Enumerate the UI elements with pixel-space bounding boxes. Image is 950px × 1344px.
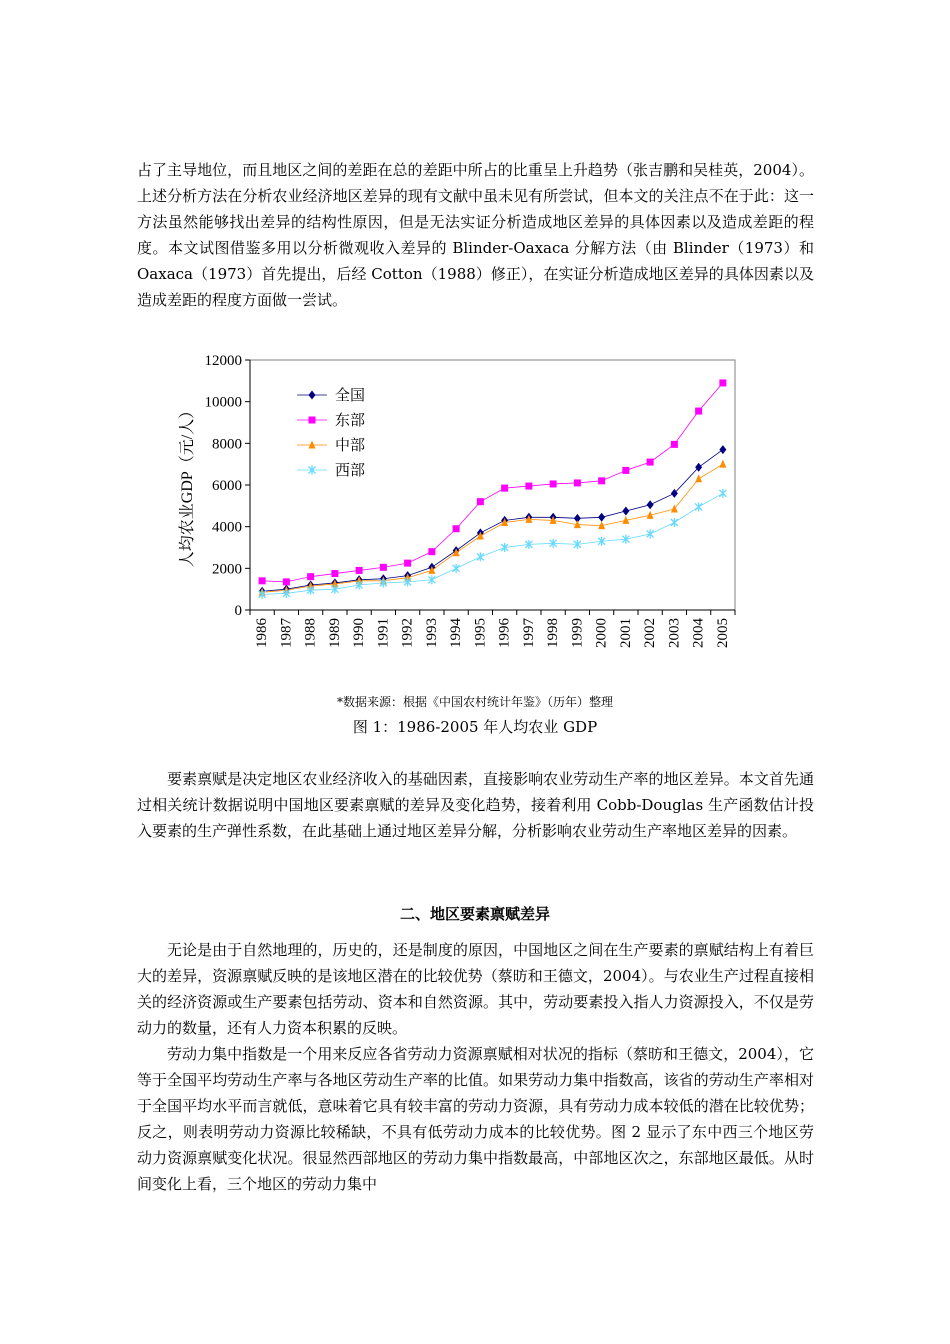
data-point [671,441,678,448]
legend-marker [309,391,316,400]
plot-area [250,360,735,610]
series-0 [259,445,727,596]
series-2 [259,460,727,596]
data-point [647,529,654,538]
legend-marker [309,417,316,424]
x-tick-label: 1998 [545,618,562,648]
legend-item [297,412,365,429]
data-point [719,445,726,454]
section-heading: 二、地区要素禀赋差异 [399,905,550,923]
x-tick-label: 2002 [642,618,659,648]
y-tick-label: 8000 [212,436,242,453]
x-tick-label: 1999 [569,618,586,648]
data-point [380,564,387,571]
legend-item [297,387,365,404]
x-tick-label: 1986 [254,618,271,648]
paragraph-labor-index: 劳动力集中指数是一个用来反应各省劳动力资源禀赋相对状况的指标（蔡昉和王德文，2004），它等于全国平均劳动生产率与各地区劳动生产率的比值。如果劳动力集中指数高，该省的劳动生产率相对于全国平均水平而言就低，意味着它具有较丰富的劳动力资源，具有劳动力成本较低的潜在比较优势；反之，则表明劳动力资源比较稀缺，不具有低劳动力成本的比较优势。图 2 显示了东中西三个地区劳动力资源禀赋变化状况。很显然西部地区的劳动力集中指数最高，中部地区次之，东部地区最低。从时间变化上看，三个地区的劳动力集中 [137,1045,814,1193]
x-tick-label: 1991 [375,618,392,648]
x-tick-label: 2003 [666,618,683,648]
x-tick-label: 1989 [326,618,343,648]
data-point [719,379,726,386]
data-point [695,502,702,511]
y-tick-label: 12000 [204,353,242,369]
legend-marker [309,441,316,449]
y-tick-label: 10000 [204,394,242,411]
data-point [501,485,508,492]
x-tick-label: 1990 [351,618,368,648]
data-point [695,408,702,415]
x-tick-label: 1994 [448,618,465,648]
paragraph-factor-endowment: 要素禀赋是决定地区农业经济收入的基础因素，直接影响农业劳动生产率的地区差异。本文首先通过相关统计数据说明中国地区要素禀赋的差异及变化趋势，接着利用 Cobb-Douglas 生产函数估计投入要素的生产弹性系数，在此基础上通过地区差异分解，分析影响农业劳动生产率地区差异的因素。 [137,770,814,840]
data-point [331,570,338,577]
x-tick-label: 1995 [472,618,489,648]
x-tick-label: 2001 [617,618,634,648]
y-tick-label: 0 [234,603,242,619]
legend-label: 中部 [335,438,366,454]
data-point [622,507,629,516]
data-point [283,578,290,585]
series-1 [259,379,727,585]
series-line [262,464,723,592]
data-point [477,552,484,561]
x-tick-label: 2005 [714,618,731,648]
x-tick-label: 1992 [399,618,416,648]
series-line [262,450,723,592]
legend-item [297,462,365,479]
y-tick-label: 4000 [212,519,242,536]
x-tick-label: 1993 [423,618,440,648]
legend-label: 西部 [335,463,366,479]
data-point [477,498,484,505]
series-3 [259,489,727,599]
data-point [356,567,363,574]
data-point [719,489,726,498]
figure-caption: 图 1：1986-2005 年人均农业 GDP [352,718,598,736]
x-tick-label: 1996 [496,618,513,648]
y-tick-label: 6000 [212,478,242,494]
x-tick-label: 1987 [278,618,295,648]
data-point [647,500,654,509]
x-tick-label: 1988 [302,618,319,648]
data-point [671,518,678,527]
data-point [647,459,654,466]
data-source-note: *数据来源：根据《中国农村统计年鉴》（历年）整理 [336,695,613,709]
data-point [404,560,411,567]
x-tick-label: 2000 [593,618,610,648]
y-tick-label: 2000 [212,561,242,578]
data-point [259,577,266,584]
legend-label: 全国 [335,388,366,404]
data-point [550,480,557,487]
data-point [574,479,581,486]
legend-item [297,437,365,454]
data-point [453,564,460,573]
data-point [453,525,460,532]
x-tick-label: 1997 [520,618,537,648]
series-line [262,493,723,594]
x-tick-label: 2004 [690,618,707,648]
y-axis-label: 人均农业GDP（元/人） [179,402,196,568]
data-point [598,477,605,484]
data-point [622,467,629,474]
data-point [525,483,532,490]
paragraph-regional-differences: 无论是由于自然地理的，历史的，还是制度的原因，中国地区之间在生产要素的禀赋结构上有着巨大的差异，资源禀赋反映的是该地区潜在的比较优势（蔡昉和王德文，2004）。与农业生产过程直接相关的经济资源或生产要素包括劳动、资本和自然资源。其中，劳动要素投入指人力资源投入，不仅是劳动力的数量，还有人力资本积累的反映。 [137,941,814,1037]
legend-label: 东部 [335,413,366,429]
gdp-line-chart [170,345,770,685]
paragraph-intro: 占了主导地位，而且地区之间的差距在总的差距中所占的比重呈上升趋势（张吉鹏和吴桂英，2004）。上述分析方法在分析农业经济地区差异的现有文献中虽未见有所尝试，但本文的关注点不在于此：这一方法虽然能够找出差异的结构性原因，但是无法实证分析造成地区差异的具体因素以及造成差距的程度。本文试图借鉴多用以分析微观收入差异的 Blinder-Oaxaca 分解方法（由 Blinder（1973）和 Oaxaca（1973）首先提出，后经 Cotton（1988）修正），在实证分析造成地区差异的具体因素以及造成差距的程度方面做一尝试。 [137,161,814,309]
data-point [695,474,702,482]
data-point [307,573,314,580]
data-point [428,548,435,555]
data-point [598,513,605,522]
data-point [719,460,726,468]
